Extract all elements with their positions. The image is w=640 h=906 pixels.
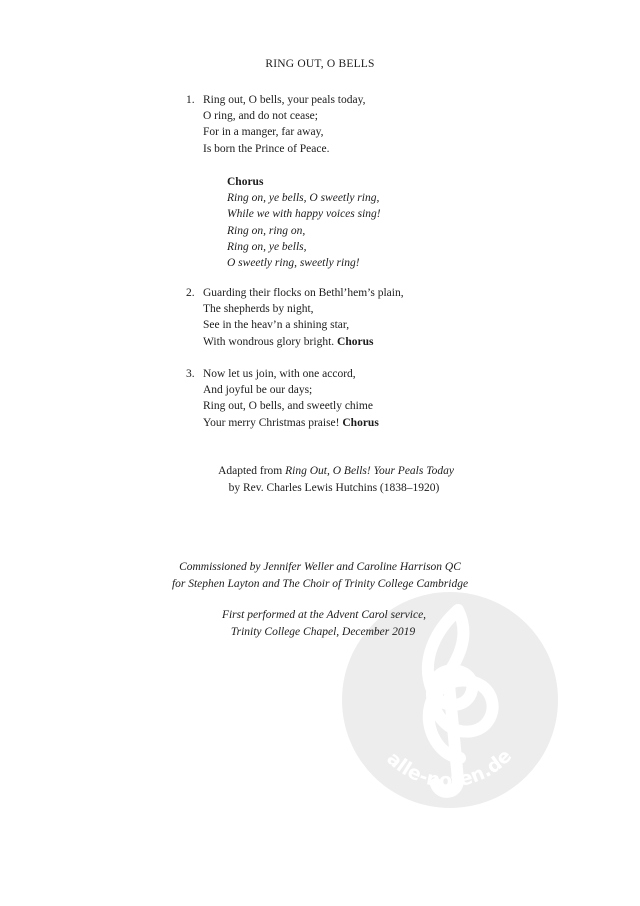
- chorus-refrain: Chorus: [342, 416, 379, 429]
- verse-line: For in a manger, far away,: [203, 126, 324, 139]
- chorus-heading: Chorus: [227, 176, 264, 188]
- verse-number: 1.: [186, 94, 195, 106]
- verse-line-text: Your merry Christmas praise!: [203, 416, 340, 429]
- credit-prefix: Adapted from: [218, 465, 286, 477]
- verse-line: And joyful be our days;: [203, 384, 313, 397]
- verse-line: O ring, and do not cease;: [203, 110, 318, 123]
- verse-line: Is born the Prince of Peace.: [203, 142, 330, 155]
- credit-source-title: Ring Out, O Bells! Your Peals Today: [285, 465, 454, 477]
- performance-note: [0, 607, 640, 640]
- performance-line: Trinity College Chapel, December 2019: [230, 625, 416, 638]
- verse-line: Guarding their flocks on Bethl’hem’s plain,: [203, 287, 404, 299]
- verse-line: Now let us join, with one accord,: [203, 368, 356, 380]
- text-credit: [0, 463, 640, 497]
- chorus-line: Ring on, ring on,: [227, 224, 306, 237]
- verse-line: [203, 334, 404, 350]
- chorus-refrain: Chorus: [337, 335, 374, 348]
- chorus-line: O sweetly ring, sweetly ring!: [227, 256, 360, 269]
- verse-line: The shepherds by night,: [203, 303, 314, 316]
- watermark-text: alle-noten.de: [382, 745, 517, 792]
- verse-line: [203, 415, 379, 431]
- chorus-line: Ring on, ye bells,: [227, 240, 307, 253]
- chorus-line: While we with happy voices sing!: [227, 208, 381, 221]
- commission-line: for Stephen Layton and The Choir of Trinity College Cambridge: [171, 577, 469, 590]
- commission-note: [0, 559, 640, 592]
- verse-line: See in the heav’n a shining star,: [203, 319, 350, 332]
- credit-author: by Rev. Charles Lewis Hutchins (1838–1920): [228, 482, 440, 494]
- verse-line-text: With wondrous glory bright.: [203, 335, 335, 348]
- verse-number: 2.: [186, 287, 195, 299]
- commission-line: Commissioned by Jennifer Weller and Caroline Harrison QC: [179, 561, 461, 573]
- verse-line: Ring out, O bells, and sweetly chime: [203, 400, 373, 413]
- chorus-block: [227, 174, 381, 271]
- page-title: RING OUT, O BELLS: [265, 58, 375, 70]
- verse-line: Ring out, O bells, your peals today,: [203, 94, 366, 106]
- verse-number: 3.: [186, 368, 195, 380]
- performance-line: First performed at the Advent Carol service,: [221, 609, 427, 621]
- chorus-line: Ring on, ye bells, O sweetly ring,: [227, 192, 380, 205]
